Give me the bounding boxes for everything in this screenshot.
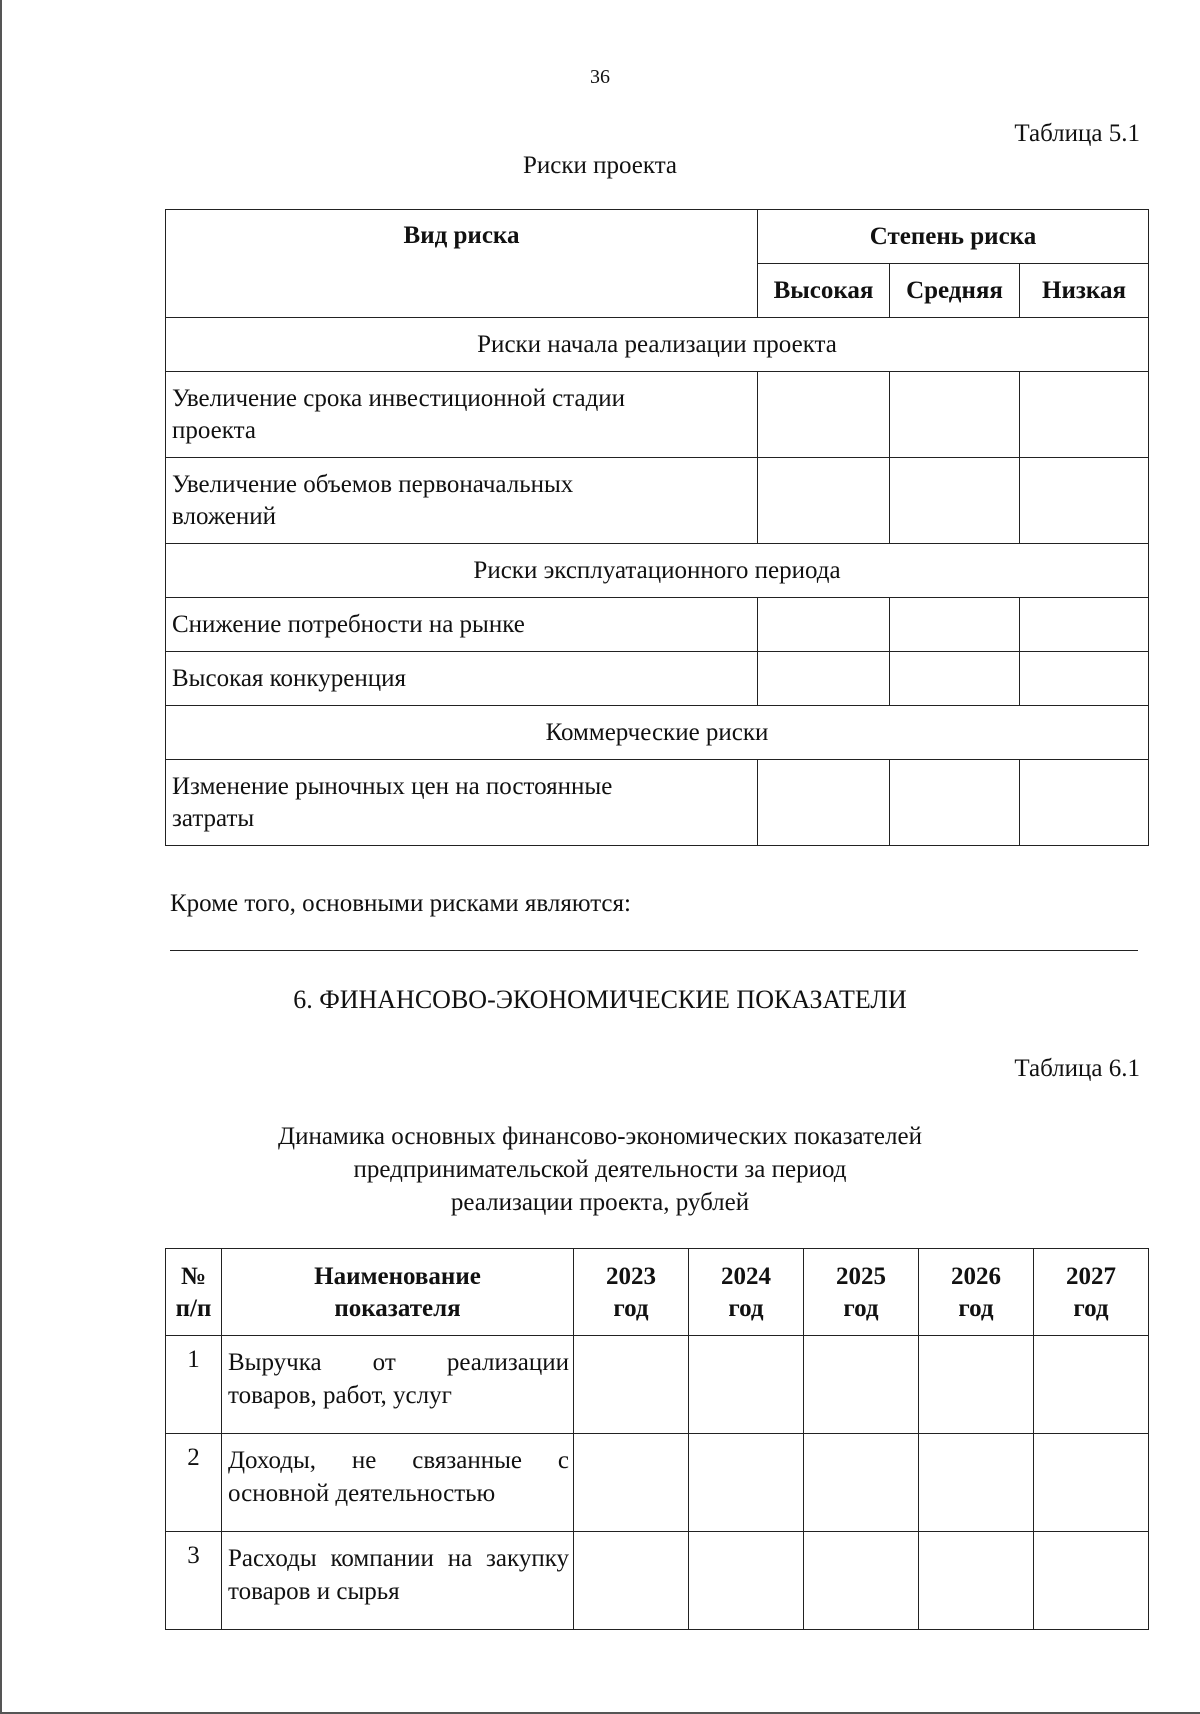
section-title: Коммерческие риски [166,706,1149,760]
value-cell [574,1532,689,1630]
header-year-2023: 2023 год [574,1249,689,1336]
cell-high [758,760,890,846]
section-title: Риски начала реализации проекта [166,318,1149,372]
cell-low [1020,652,1149,706]
additional-risks-note: Кроме того, основными рисками являются: [170,890,631,917]
value-cell [574,1336,689,1434]
risk-name: Высокая конкуренция [166,652,758,706]
cell-low [1020,760,1149,846]
cell-low [1020,372,1149,458]
risk-name: Увеличение срока инвестиционной стадии проекта [166,372,758,458]
cell-high [758,372,890,458]
table-row [166,1532,1149,1630]
table-row [166,1434,1149,1532]
indicator-name: Доходы, не связанные с основной деятельностью [222,1434,574,1532]
risk-name: Снижение потребности на рынке [166,598,758,652]
header-low: Низкая [1020,264,1149,318]
value-cell [689,1336,804,1434]
value-cell [574,1434,689,1532]
value-cell [1034,1336,1149,1434]
header-risk-type: Вид риска [166,210,758,318]
value-cell [1034,1532,1149,1630]
table-row [166,1336,1149,1434]
page-number: 36 [590,66,610,88]
financial-indicators-table [165,1248,1149,1630]
value-cell [919,1434,1034,1532]
value-cell [804,1336,919,1434]
value-cell [919,1336,1034,1434]
cell-low [1020,458,1149,544]
cell-medium [890,598,1020,652]
fill-in-line [170,950,1138,951]
cell-low [1020,598,1149,652]
cell-medium [890,652,1020,706]
table-6-1-caption: Динамика основных финансово-экономических показателей предпринимательской деятельности за период реализации проекта, рублей [278,1123,922,1216]
value-cell [804,1434,919,1532]
header-medium: Средняя [890,264,1020,318]
header-risk-degree: Степень риска [758,210,1149,264]
cell-medium [890,458,1020,544]
value-cell [689,1434,804,1532]
value-cell [804,1532,919,1630]
section-heading: 6. ФИНАНСОВО-ЭКОНОМИЧЕСКИЕ ПОКАЗАТЕЛИ [293,985,907,1014]
header-indicator-name: Наименование показателя [222,1249,574,1336]
row-number: 2 [166,1434,222,1532]
value-cell [1034,1434,1149,1532]
cell-high [758,598,890,652]
table-row [166,652,1149,706]
risk-name: Изменение рыночных цен на постоянные затраты [166,760,758,846]
value-cell [689,1532,804,1630]
table-5-1-label: Таблица 5.1 [1014,120,1140,147]
row-number: 1 [166,1336,222,1434]
indicator-name: Расходы компании на закупку товаров и сырья [222,1532,574,1630]
cell-high [758,458,890,544]
risk-name: Увеличение объемов первоначальных вложений [166,458,758,544]
header-year-2027: 2027 год [1034,1249,1149,1336]
cell-medium [890,760,1020,846]
header-year-2024: 2024 год [689,1249,804,1336]
table-row [166,760,1149,846]
section-title: Риски эксплуатационного периода [166,544,1149,598]
table-5-1-caption: Риски проекта [522,152,678,179]
indicator-name: Выручка от реализации товаров, работ, услуг [222,1336,574,1434]
table-row [166,598,1149,652]
row-number: 3 [166,1532,222,1630]
cell-high [758,652,890,706]
value-cell [919,1532,1034,1630]
cell-medium [890,372,1020,458]
table-6-1-label: Таблица 6.1 [1014,1055,1140,1082]
header-year-2025: 2025 год [804,1249,919,1336]
header-number: № п/п [166,1249,222,1336]
table-row [166,372,1149,458]
scan-left-border [0,0,2,1714]
header-high: Высокая [758,264,890,318]
table-row [166,458,1149,544]
header-year-2026: 2026 год [919,1249,1034,1336]
risk-table [165,209,1149,846]
